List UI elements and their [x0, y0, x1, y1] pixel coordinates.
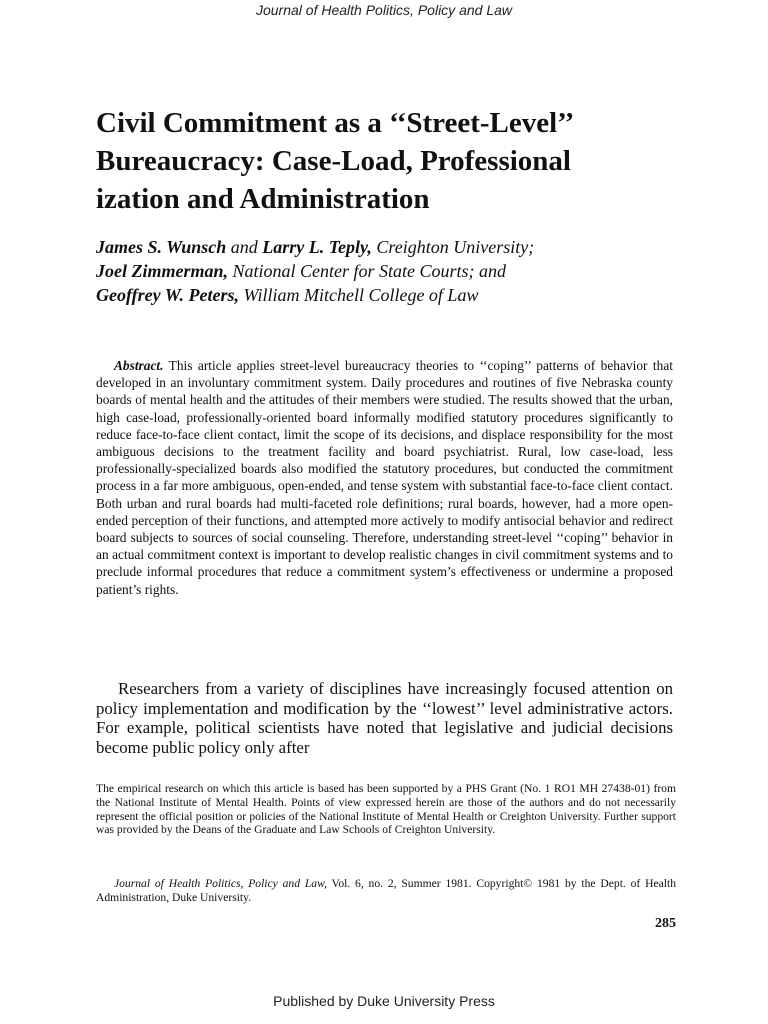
title-line: Civil Commitment as a ‘‘Street-Level’’	[96, 107, 575, 139]
author-conjunction: and	[226, 237, 263, 257]
author-line	[96, 283, 696, 307]
title-line: Bureaucracy: Case-Load, Professional	[96, 145, 571, 177]
body-paragraph: Researchers from a variety of disciplines have increasingly focused attention on policy implementation and modification by the ‘‘lowest’’ level administrative actors. For example, political scientists have noted that legislative and judicial decisions become public policy only after	[96, 679, 673, 757]
publisher-banner: Published by Duke University Press	[273, 993, 495, 1009]
author-affiliation: National Center for State Courts; and	[228, 261, 507, 281]
author-name: Larry L. Teply,	[262, 237, 372, 257]
abstract-text: This article applies street-level bureaucracy theories to ‘‘coping’’ patterns of behavior that developed in an involuntary commitment system. Daily procedures and routines of five Nebraska county boards of mental health and the attitudes of their members were studied. The results showed that the urban, high case-load, professionally-oriented board informally modified statutory procedures significantly to reduce face-to-face client contact, limit the scope of its decisions, and displace responsibility for the most ambiguous decisions to the treatment facility and board psychiatrist. Rural, low case-load, less professionally-specialized boards also modified the statutory procedures, but conducted the commitment process in a far more ambiguous, open-ended, and tense system with substantial face-to-face client contact. Both urban and rural boards had multi-faceted role definitions; rural boards, however, had a more open-ended perception of their functions, and attempted more actively to modify antisocial behavior and redirect board subjects to sources of social counseling. Therefore, understanding street-level ‘‘coping’’ behavior in an actual commitment context is important to develop realistic changes in civil commitment systems and to preclude informal procedures that reduce a commitment system’s effectiveness or undermine a proposed patient’s rights.	[96, 358, 673, 597]
page-number: 285	[655, 916, 676, 931]
citation-journal: Journal of Health Politics, Policy and Law,	[114, 877, 327, 890]
citation-details: Vol. 6, no. 2, Summer 1981. Copyright© 1981 by the Dept. of Health Administration, Duke University.	[96, 877, 676, 905]
title-line: ization and Administration	[96, 183, 430, 215]
abstract	[96, 357, 673, 598]
abstract-label: Abstract.	[114, 358, 164, 373]
journal-banner: Journal of Health Politics, Policy and Law	[255, 2, 513, 18]
author-affiliation: William Mitchell College of Law	[238, 285, 479, 305]
article-title	[96, 104, 696, 218]
author-name: James S. Wunsch	[96, 237, 227, 257]
author-affiliation: Creighton University;	[371, 237, 535, 257]
author-list	[96, 235, 696, 307]
citation-footnote	[96, 877, 676, 906]
author-line	[96, 259, 696, 283]
author-name: Geoffrey W. Peters,	[96, 285, 239, 305]
funding-footnote: The empirical research on which this article is based has been supported by a PHS Grant (No. 1 RO1 MH 27438-01) from the National Institute of Mental Health. Points of view expressed herein are those of the authors and do not necessarily represent the official position or policies of the National Institute of Mental Health or Creighton University. Further support was provided by the Deans of the Graduate and Law Schools of Creighton University.	[96, 782, 676, 837]
author-name: Joel Zimmerman,	[96, 261, 228, 281]
author-line	[96, 235, 696, 259]
